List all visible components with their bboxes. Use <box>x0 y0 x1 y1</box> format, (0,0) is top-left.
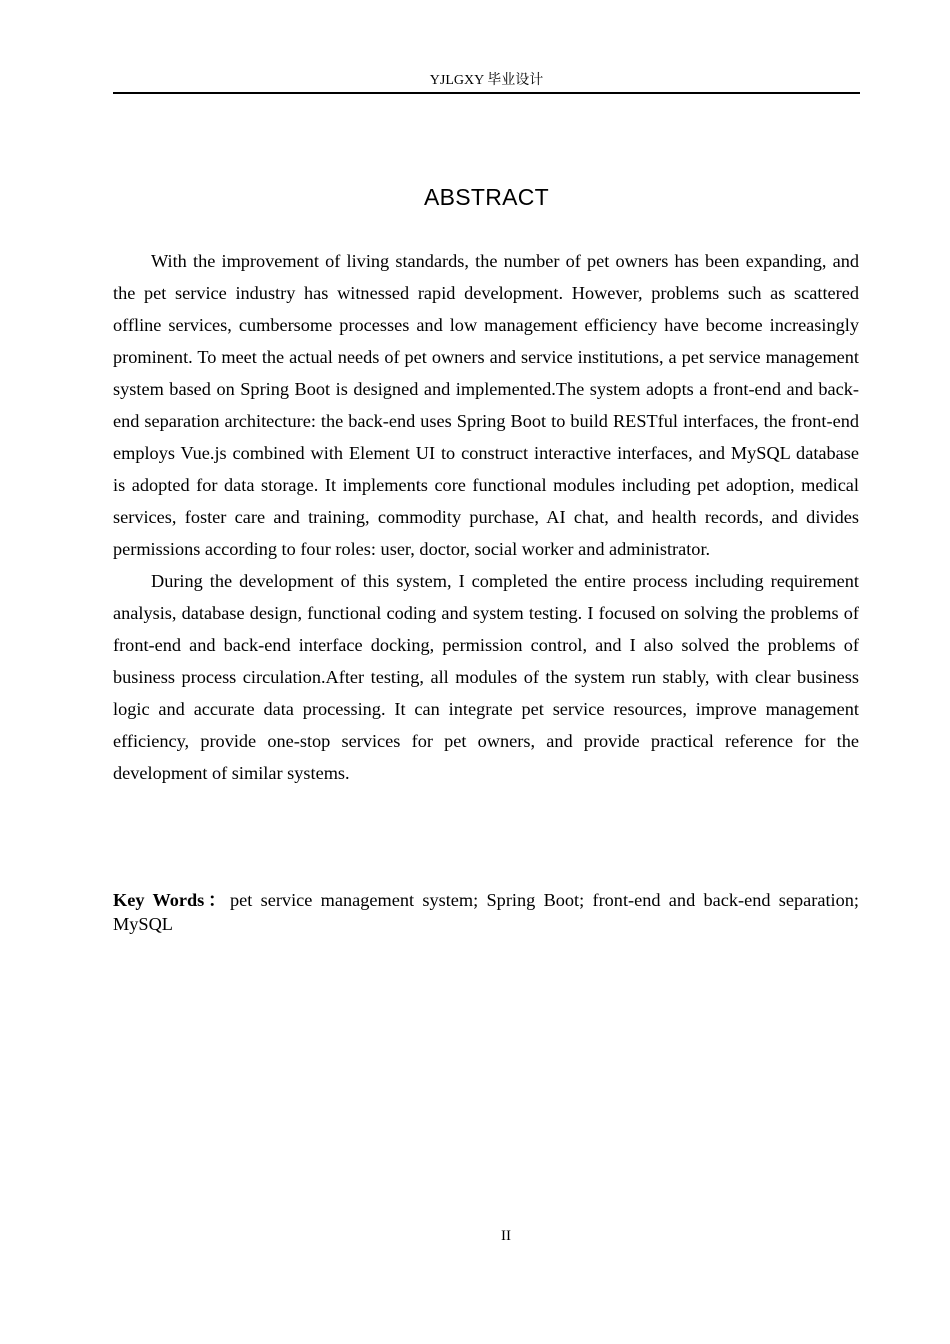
keywords-text: pet service management system; Spring Boot; front-end and back-end separation; MySQL <box>113 890 859 934</box>
abstract-body <box>113 245 859 789</box>
running-header: YJLGXY 毕业设计 <box>429 73 544 88</box>
keywords <box>113 888 859 936</box>
page-number: II <box>501 1228 511 1244</box>
header-rule <box>113 92 860 94</box>
abstract-title: ABSTRACT <box>423 184 550 210</box>
abstract-paragraph-1: With the improvement of living standards, the number of pet owners has been expanding, and the pet service industry has witnessed rapid development. However, problems such as scattered offline services, cumbersome processes and low management efficiency have become increasingly prominent. To meet the actual needs of pet owners and service institutions, a pet service management system based on Spring Boot is designed and implemented.The system adopts a front-end and back-end separation architecture: the back-end uses Spring Boot to build RESTful interfaces, the front-end employs Vue.js combined with Element UI to construct interactive interfaces, and MySQL database is adopted for data storage. It implements core functional modules including pet adoption, medical services, foster care and training, commodity purchase, AI chat, and health records, and divides permissions according to four roles: user, doctor, social worker and administrator. <box>113 251 859 559</box>
abstract-paragraph-2: During the development of this system, I completed the entire process including requirement analysis, database design, functional coding and system testing. I focused on solving the problems of front-end and back-end interface docking, permission control, and I also solved the problems of business process circulation.After testing, all modules of the system run stably, with clear business logic and accurate data processing. It can integrate pet service resources, improve management efficiency, provide one-stop services for pet owners, and provide practical reference for the development of similar systems. <box>113 571 859 783</box>
keywords-label: Key Words： <box>113 890 230 910</box>
